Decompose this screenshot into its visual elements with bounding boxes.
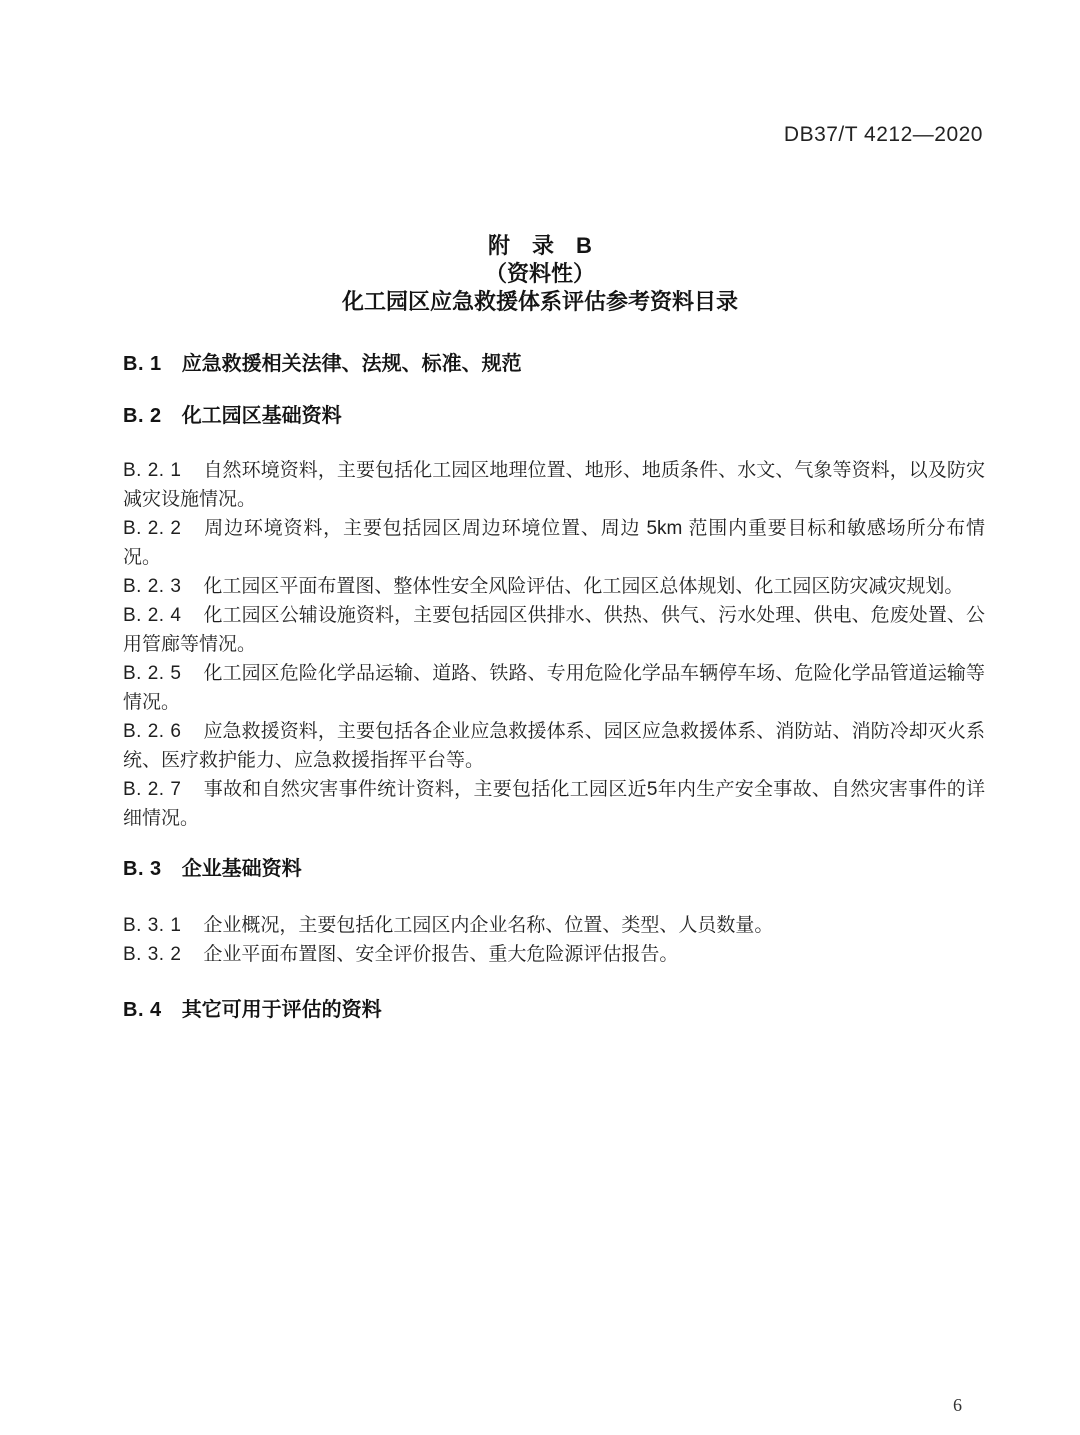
clause-b2-3 — [123, 572, 985, 601]
section-b4-heading — [123, 996, 985, 1024]
clause-text: 化工园区公辅设施资料，主要包括园区供排水、供热、供气、污水处理、供电、危废处置、公用管廊等情况。 — [123, 605, 985, 655]
clause-text: 企业概况，主要包括化工园区内企业名称、位置、类型、人员数量。 — [203, 915, 774, 936]
section-b2-heading — [123, 402, 985, 430]
section-title: 企业基础资料 — [181, 858, 302, 880]
clause-number: B. 2. 5 — [123, 663, 182, 684]
section-b2-clauses — [123, 456, 985, 833]
section-b1-heading — [123, 350, 985, 378]
clause-text: 应急救援资料，主要包括各企业应急救援体系、园区应急救援体系、消防站、消防冷却灭火系统、医疗救护能力、应急救援指挥平台等。 — [123, 721, 985, 771]
appendix-subject: 化工园区应急救援体系评估参考资料目录 — [341, 289, 738, 314]
appendix-label: 附 录 B — [488, 233, 592, 258]
page-number: 6 — [953, 1395, 962, 1415]
appendix-title-block — [0, 232, 1080, 316]
section-number: B. 1 — [123, 353, 162, 375]
clause-b2-1 — [123, 456, 985, 514]
clause-text: 自然环境资料，主要包括化工园区地理位置、地形、地质条件、水文、气象等资料，以及防灾减灾设施情况。 — [123, 460, 985, 510]
clause-number: B. 2. 3 — [123, 576, 182, 597]
section-number: B. 4 — [123, 999, 162, 1021]
clause-number: B. 2. 4 — [123, 605, 182, 626]
document-content — [0, 350, 1080, 1024]
clause-text: 事故和自然灾害事件统计资料，主要包括化工园区近5年内生产安全事故、自然灾害事件的详细情况。 — [123, 779, 985, 829]
section-number: B. 3 — [123, 858, 162, 880]
clause-number: B. 3. 1 — [123, 915, 182, 936]
clause-number: B. 3. 2 — [123, 944, 182, 965]
section-title: 应急救援相关法律、法规、标准、规范 — [181, 353, 522, 375]
section-title: 化工园区基础资料 — [181, 405, 342, 427]
section-number: B. 2 — [123, 405, 162, 427]
clause-text: 化工园区危险化学品运输、道路、铁路、专用危险化学品车辆停车场、危险化学品管道运输等情况。 — [123, 663, 985, 713]
clause-b3-1 — [123, 911, 985, 940]
section-b3-clauses — [123, 911, 985, 969]
section-title: 其它可用于评估的资料 — [181, 999, 382, 1021]
clause-number: B. 2. 1 — [123, 460, 182, 481]
clause-b2-4 — [123, 601, 985, 659]
clause-b2-6 — [123, 717, 985, 775]
clause-number: B. 2. 6 — [123, 721, 182, 742]
clause-number: B. 2. 7 — [123, 779, 182, 800]
page-header — [0, 122, 1080, 148]
clause-b2-2 — [123, 514, 985, 572]
appendix-kind: （资料性） — [484, 261, 595, 286]
clause-number: B. 2. 2 — [123, 518, 182, 539]
clause-b3-2 — [123, 940, 985, 969]
clause-text: 企业平面布置图、安全评价报告、重大危险源评估报告。 — [203, 944, 679, 965]
clause-b2-7 — [123, 775, 985, 833]
clause-b2-5 — [123, 659, 985, 717]
section-b3-heading — [123, 855, 985, 883]
standard-code: DB37/T 4212—2020 — [783, 123, 983, 146]
clause-text: 周边环境资料，主要包括园区周边环境位置、周边 5km 范围内重要目标和敏感场所分布情况。 — [123, 518, 985, 568]
clause-text: 化工园区平面布置图、整体性安全风险评估、化工园区总体规划、化工园区防灾减灾规划。 — [203, 576, 964, 597]
